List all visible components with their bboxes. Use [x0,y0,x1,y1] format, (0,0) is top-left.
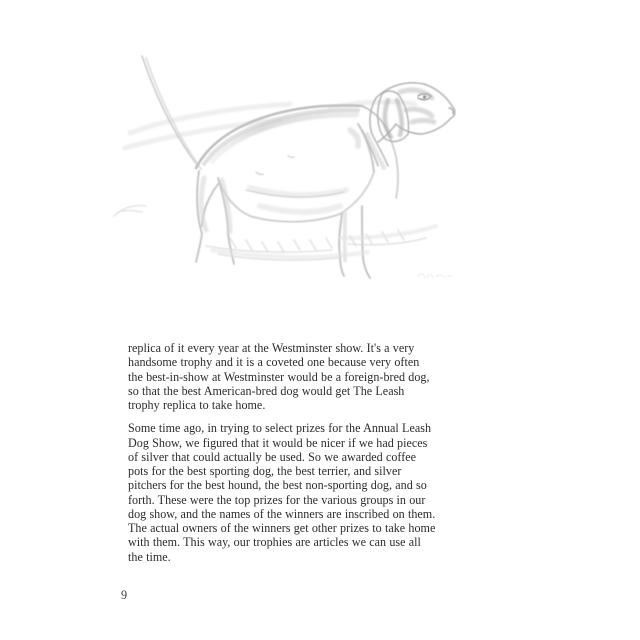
page-number: 9 [121,588,128,602]
dog-sketch-illustration [100,38,460,308]
paragraph-1: replica of it every year at the Westminster show. It's a very handsome trophy and it is a coveted one because very often the best-in-show at Westminster would be a foreign-bred dog, so that the best American-bred dog would get The Leash trophy replica to take home. [128,341,430,412]
artist-signature [418,274,452,278]
paragraph-2: Some time ago, in trying to select prizes for the Annual Leash Dog Show, we figured that it would be nicer if we had pieces of silver that could actually be used. So we awarded coffee pots for the best sporting dog, the best terrier, and silver pitchers for the best hound, the best non-sporting dog, and so forth. These were the top prizes for the various groups in our dog show, and the names of the winners are inscribed on them. The actual owners of the winners get other prizes to take home with them. This way, our trophies are articles we can use all the time. [128,421,436,564]
body-text [128,341,436,564]
